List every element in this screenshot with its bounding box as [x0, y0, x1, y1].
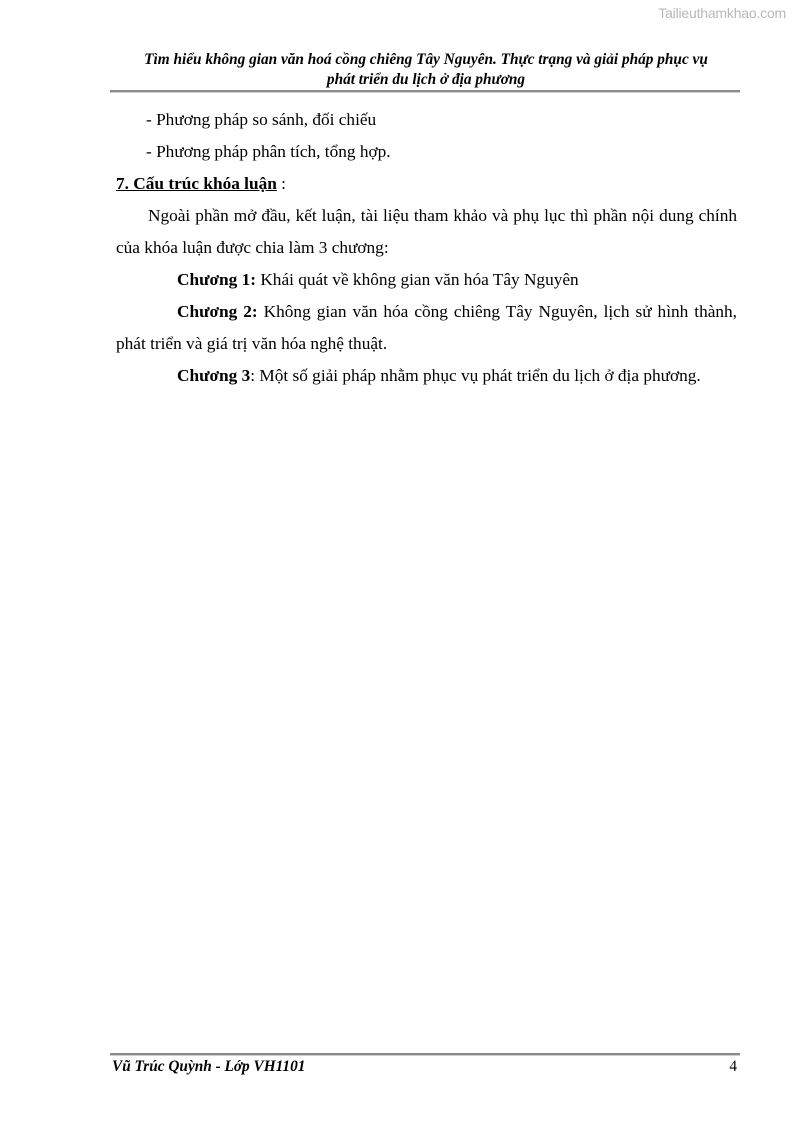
chapter-item: [116, 264, 737, 296]
chapter-label: Chương 2:: [177, 302, 258, 321]
section-heading-suffix: :: [276, 174, 286, 193]
chapter-item: [116, 360, 737, 392]
chapter-label: Chương 3: [177, 366, 251, 385]
bullet-item: - Phương pháp phân tích, tổng hợp.: [146, 142, 391, 161]
chapter-text: Không gian văn hóa cồng chiêng Tây Nguyên, lịch sử hình thành, phát triển và giá trị văn hóa nghệ thuật.: [116, 302, 737, 353]
chapter-text: : Một số giải pháp nhằm phục vụ phát triển du lịch ở địa phương.: [250, 366, 701, 385]
chapter-label: Chương 1:: [177, 270, 256, 289]
watermark: Tailieuthamkhao.com: [658, 5, 786, 21]
page-number: 4: [729, 1058, 737, 1075]
footer-divider: [110, 1053, 740, 1056]
intro-paragraph: Ngoài phần mở đầu, kết luận, tài liệu tham khảo và phụ lục thì phần nội dung chính của khóa luận được chia làm 3 chương:: [116, 206, 737, 257]
chapter-text: Khái quát về không gian văn hóa Tây Nguyên: [256, 270, 579, 289]
page-header: [112, 50, 740, 90]
chapter-item: [116, 296, 737, 360]
header-divider: [110, 90, 740, 93]
section-heading-label: 7. Cấu trúc khóa luận: [116, 174, 277, 193]
section-heading: [116, 168, 737, 200]
document-body: [116, 104, 737, 392]
bullet-item: - Phương pháp so sánh, đối chiếu: [146, 110, 377, 129]
footer-author: Vũ Trúc Quỳnh - Lớp VH1101: [112, 1058, 306, 1075]
header-title-line-1: Tìm hiểu không gian văn hoá cồng chiêng Tây Nguyên. Thực trạng và giải pháp phục vụ: [144, 51, 708, 68]
header-title-line-2: phát triển du lịch ở địa phương: [326, 71, 526, 88]
